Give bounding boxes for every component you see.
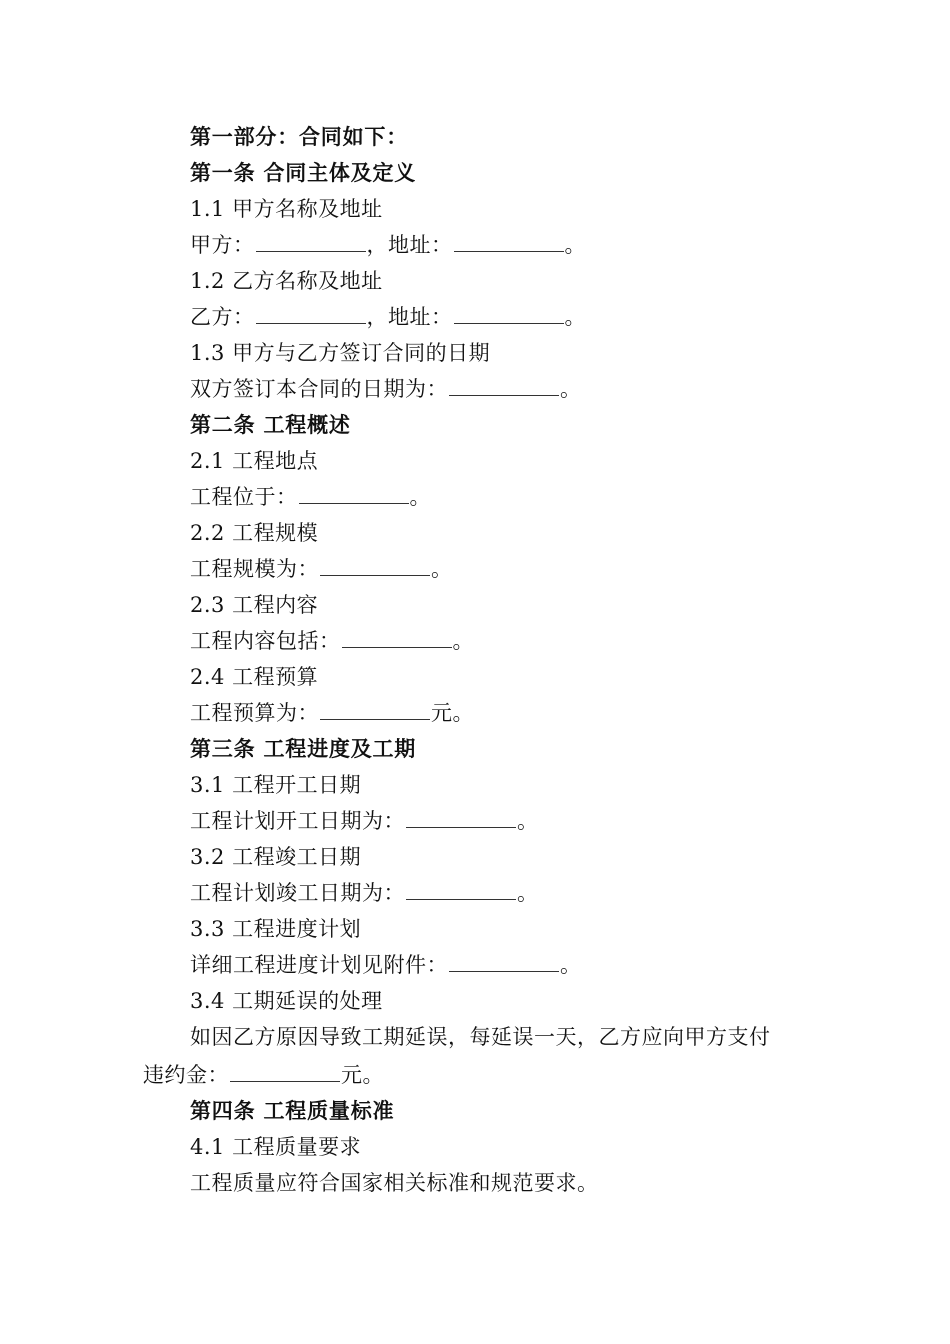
section-3-2-title: 3.2 工程竣工日期 <box>190 845 362 869</box>
section-1-3-text <box>190 375 582 403</box>
section-3-1-title: 3.1 工程开工日期 <box>190 773 362 797</box>
section-1-1-title: 1.1 甲方名称及地址 <box>190 197 383 221</box>
section-2-1-title: 2.1 工程地点 <box>190 449 319 473</box>
section-1-2-title: 1.2 乙方名称及地址 <box>190 269 383 293</box>
party-b-label: 乙方： <box>190 305 255 329</box>
start-date-blank[interactable] <box>406 809 516 828</box>
start-date-label: 工程计划开工日期为： <box>190 809 405 833</box>
penalty-blank[interactable] <box>230 1063 340 1082</box>
section-4-1-text: 工程质量应符合国家相关标准和规范要求。 <box>190 1171 599 1195</box>
section-1-3-title: 1.3 甲方与乙方签订合同的日期 <box>190 341 491 365</box>
article-1-heading: 第一条 合同主体及定义 <box>190 160 417 185</box>
completion-date-label: 工程计划竣工日期为： <box>190 881 405 905</box>
section-2-2-title: 2.2 工程规模 <box>190 521 319 545</box>
period: 。 <box>431 557 453 581</box>
article-4-heading: 第四条 工程质量标准 <box>190 1098 395 1123</box>
schedule-label: 详细工程进度计划见附件： <box>190 953 448 977</box>
section-3-4-text-line2 <box>143 1061 384 1089</box>
schedule-attachment-blank[interactable] <box>449 953 559 972</box>
party-b-address-blank[interactable] <box>454 305 564 324</box>
section-2-4-text <box>190 699 474 727</box>
section-2-3-text <box>190 627 474 655</box>
completion-date-blank[interactable] <box>406 881 516 900</box>
section-3-2-text <box>190 879 539 907</box>
section-3-3-text <box>190 951 582 979</box>
article-2-heading: 第二条 工程概述 <box>190 412 351 437</box>
yuan-period: 元。 <box>341 1063 384 1087</box>
section-1-2-text <box>190 303 586 331</box>
party-b-name-blank[interactable] <box>256 305 366 324</box>
party-b-address-label: ，地址： <box>366 305 453 329</box>
section-2-3-title: 2.3 工程内容 <box>190 593 319 617</box>
sign-date-blank[interactable] <box>449 377 559 396</box>
part-heading: 第一部分：合同如下： <box>190 124 408 149</box>
party-a-address-label: ，地址： <box>366 233 453 257</box>
period: 。 <box>517 809 539 833</box>
location-label: 工程位于： <box>190 485 298 509</box>
article-3-heading: 第三条 工程进度及工期 <box>190 736 417 761</box>
section-4-1-title: 4.1 工程质量要求 <box>190 1135 362 1159</box>
section-3-1-text <box>190 807 539 835</box>
section-2-2-text <box>190 555 453 583</box>
sign-date-label: 双方签订本合同的日期为： <box>190 377 448 401</box>
section-3-4-title: 3.4 工期延误的处理 <box>190 989 383 1013</box>
content-blank[interactable] <box>342 629 452 648</box>
scale-blank[interactable] <box>320 557 430 576</box>
period: 。 <box>564 305 586 329</box>
section-2-4-title: 2.4 工程预算 <box>190 665 319 689</box>
party-a-name-blank[interactable] <box>256 233 366 252</box>
party-a-address-blank[interactable] <box>454 233 564 252</box>
party-a-label: 甲方： <box>190 233 255 257</box>
scale-label: 工程规模为： <box>190 557 319 581</box>
section-3-3-title: 3.3 工程进度计划 <box>190 917 362 941</box>
section-3-4-text-line1: 如因乙方原因导致工期延误，每延误一天，乙方应向甲方支付 <box>190 1025 771 1049</box>
period: 。 <box>560 953 582 977</box>
content-label: 工程内容包括： <box>190 629 341 653</box>
section-1-1-text <box>190 231 586 259</box>
period: 。 <box>517 881 539 905</box>
period: 。 <box>564 233 586 257</box>
period: 。 <box>560 377 582 401</box>
budget-label: 工程预算为： <box>190 701 319 725</box>
yuan-period: 元。 <box>431 701 474 725</box>
period: 。 <box>452 629 474 653</box>
period: 。 <box>409 485 431 509</box>
section-2-1-text <box>190 483 431 511</box>
budget-blank[interactable] <box>320 701 430 720</box>
penalty-label: 违约金： <box>143 1063 229 1087</box>
location-blank[interactable] <box>299 485 409 504</box>
